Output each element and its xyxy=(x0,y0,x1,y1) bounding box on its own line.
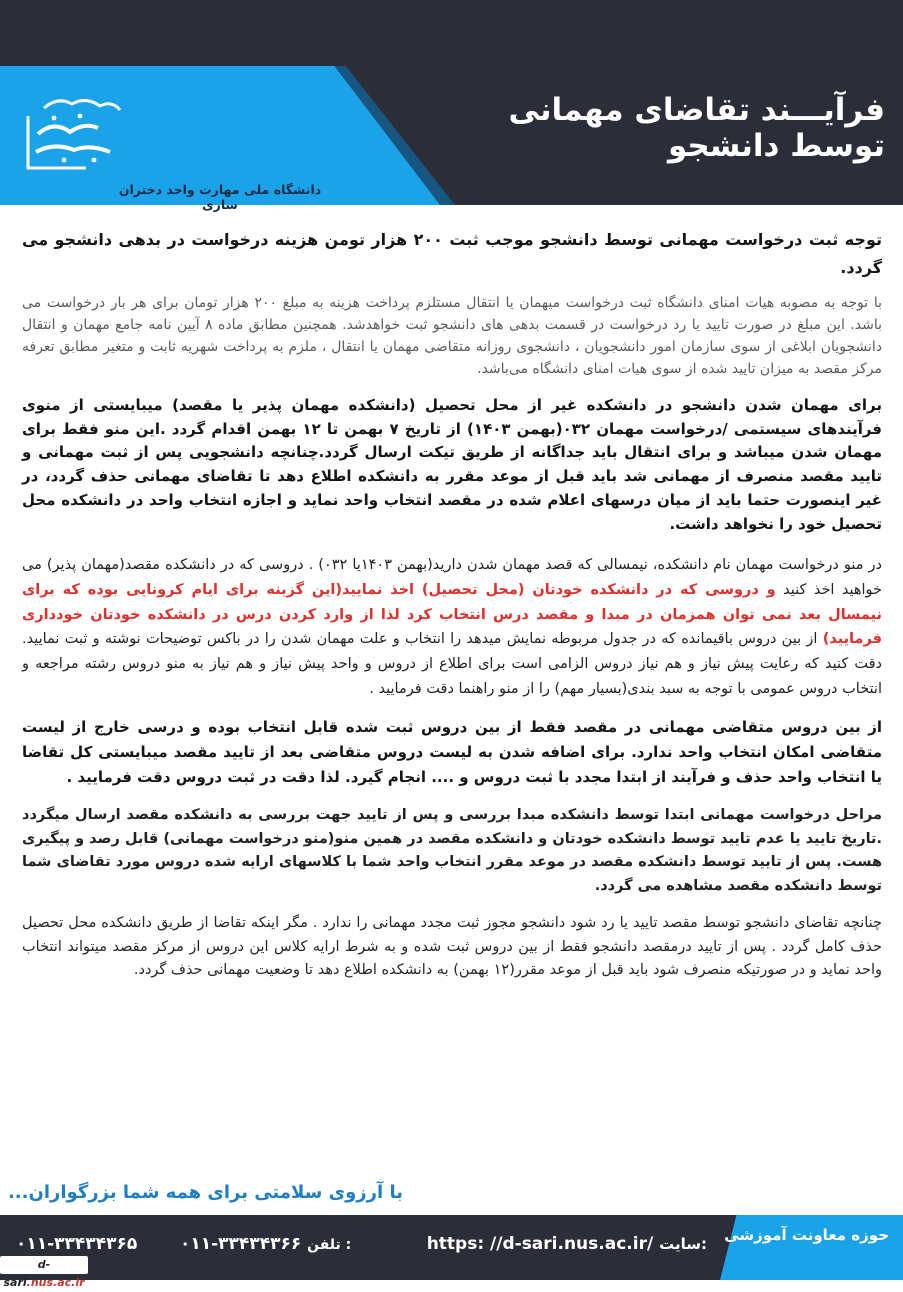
university-name: دانشگاه ملی مهارت واحد دختران ساری xyxy=(118,182,322,212)
closing-wish: با آرزوی سلامتی برای همه شما بزرگواران... xyxy=(7,1182,403,1203)
paragraph-cancellation: چنانچه تقاضای دانشجو توسط مقصد تایید یا رد شود دانشجو مجوز ثبت مجدد مهمانی را ندارد . مگر اینکه تقاضا از طریق دانشکده محل تحصیل حذف کامل گردد . پس از تایید درمقصد دانشجو فقط از بین دروس ثبت شده و به شرط ارایه کلاس این دروس از مرکز مقصد میتواند انتخاب واحد نماید و در صورتیکه منصرف شود باید قبل از موعد مقرر(۱۲ بهمن) به دانشکده اطلاع دهد تا وضعیت مهمانی حذف گردد. xyxy=(22,915,882,979)
footer-phone-2 xyxy=(16,1234,137,1254)
page-title: فرآیـــند تقاضای مهمانی توسط دانشجو xyxy=(508,92,885,164)
course-selection-text-a: در منو درخواست مهمان نام دانشکده، نیمسالی که قصد مهمان شدن دارید(بهمن ۱۴۰۳یا ۰۳۲) . دروسی که در دانشکده مقصد(مهمان پذیر) می خواهید اخذ کنید xyxy=(22,557,883,598)
document-body xyxy=(22,226,882,983)
paragraph-fee-regulation: با توجه به مصوبه هیات امنای دانشگاه ثبت درخواست میهمان یا انتقال مستلزم پرداخت هزینه به مبلغ ۲۰۰ هزار تومان برای هر بار درخواست می باشد. این مبلغ در صورت تایید یا رد درخواست در قسمت بدهی های دانشجو ثبت خواهدشد. همچنین مطابق ماده ۸ آیین نامه جامع مهمان و انتقال دانشجویان ابلاغی از سوی سازمان امور دانشجویان ، دانشجوی روزانه متقاضی مهمان یا انتقال ، ملزم به پرداخت شهریه ثابت و متغیر مطابق تعرفه مرکز مقصد به میزان تایید شده از سوی هیات امنای دانشگاه می‌باشد. xyxy=(22,295,882,377)
footer-blue-panel xyxy=(720,1215,903,1280)
watermark-suffix: .nus.ac.ir xyxy=(26,1276,85,1289)
course-selection-warning: و دروسی که در دانشکده خودتان (محل تحصیل) اخذ نمایید(این گزینه برای ایام کرونایی بوده که برای نیمسال بعد نمی توان همزمان در مبدا و مقصد درس انتخاب کرد لذا از وارد کردن درس در دانشکده خودتان خودداری فرمایید) xyxy=(22,581,882,648)
watermark xyxy=(0,1256,88,1289)
footer-phone-1 xyxy=(180,1234,351,1254)
phone-number-2: ۰۱۱-۳۳۴۳۴۳۶۵ xyxy=(16,1234,138,1254)
paragraph-course-selection xyxy=(22,553,882,701)
website-label: سایت: xyxy=(659,1235,707,1253)
watermark-prefix: d-sari xyxy=(3,1258,51,1289)
university-logo-icon xyxy=(24,94,124,172)
website-url[interactable]: https: //d-sari.nus.ac.ir/ xyxy=(426,1234,654,1254)
phone-number-1: ۰۱۱-۳۳۴۳۴۳۶۶ xyxy=(180,1234,302,1254)
course-selection-text-b: از بین دروس باقیمانده که در جدول مربوطه نمایش میدهد را انتخاب و علت مهمان شدن را در باکس توضیحات نوشته و ثبت نمایید. دقت کنید که رعایت پیش نیاز و هم نیاز دروس الزامی است برای اطلاع از دروس و واحد پیش نیاز و هم نیاز به منو دروس رشته مراجعه و انتخاب دروس عمومی با توجه به سبد بندی(بسیار مهم) را از منو راهنما دقت فرمایید . xyxy=(22,631,882,697)
footer-department: حوزه معاونت آموزشی xyxy=(724,1226,889,1244)
paragraph-course-list-rules: از بین دروس متقاضی مهمانی در مقصد فقط از بین دروس ثبت شده قابل انتخاب بوده و درسی خارج از لیست متقاضی امکان انتخاب واحد ندارد. برای اضافه شدن به لیست دروس متقاضی بعد از تایید مقصد میبایستی کل تقاضا یا انتخاب واحد حذف و فرآیند از ابتدا مجدد با ثبت دروس و .... انجام گیرد. لذا دقت در ثبت دروس دقت فرمایید . xyxy=(22,718,882,787)
fee-notice: توجه ثبت درخواست مهمانی توسط دانشجو موجب ثبت ۲۰۰ هزار تومن هزینه درخواست در بدهی دانشجو می گردد. xyxy=(22,230,882,277)
header-top-bar xyxy=(0,0,903,66)
paragraph-guest-procedure: برای مهمان شدن دانشجو در دانشکده غیر از محل تحصیل (دانشکده مهمان پذیر یا مقصد) میبایستی از منوی فرآیندهای سیستمی /درخواست مهمان ۰۳۲(بهمن ۱۴۰۳) از تاریخ ۷ بهمن تا ۱۲ بهمن اقدام گردد .این منو فقط برای مهمان شدن میباشد و برای انتقال باید جداگانه از طریق تیکت ارسال گردد.چنانچه دانشجویی پس از ثبت مهمانی و تایید مقصد منصرف از مهمانی شد باید قبل از موعد مقرر به دانشکده اطلاع دهد تا تقاضای مهمانی حذف گردد، در غیر اینصورت حتما باید از میان درسهای اعلام شده در مقصد انتخاب واحد نماید و اجازه انتخاب واحد در دانشکده محل تحصیل خود را نخواهد داشت. xyxy=(22,396,882,533)
footer-website xyxy=(427,1234,707,1254)
paragraph-approval-steps: مراحل درخواست مهمانی ابتدا توسط دانشکده مبدا بررسی و پس از تایید جهت بررسی به دانشکده مقصد ارسال میگردد .تاریخ تایید یا عدم تایید توسط دانشکده خودتان و دانشکده مقصد در همین منو(منو درخواست مهمانی) قابل رصد و پیگیری هست. پس از تایید توسط دانشکده مقصد در موعد مقرر انتخاب واحد شما با کلاسهای ارایه شده دروس مورد تقاضای شما توسط دانشکده مقصد مشاهده می گردد. xyxy=(22,807,882,894)
phone-label: تلفن : xyxy=(307,1237,352,1253)
